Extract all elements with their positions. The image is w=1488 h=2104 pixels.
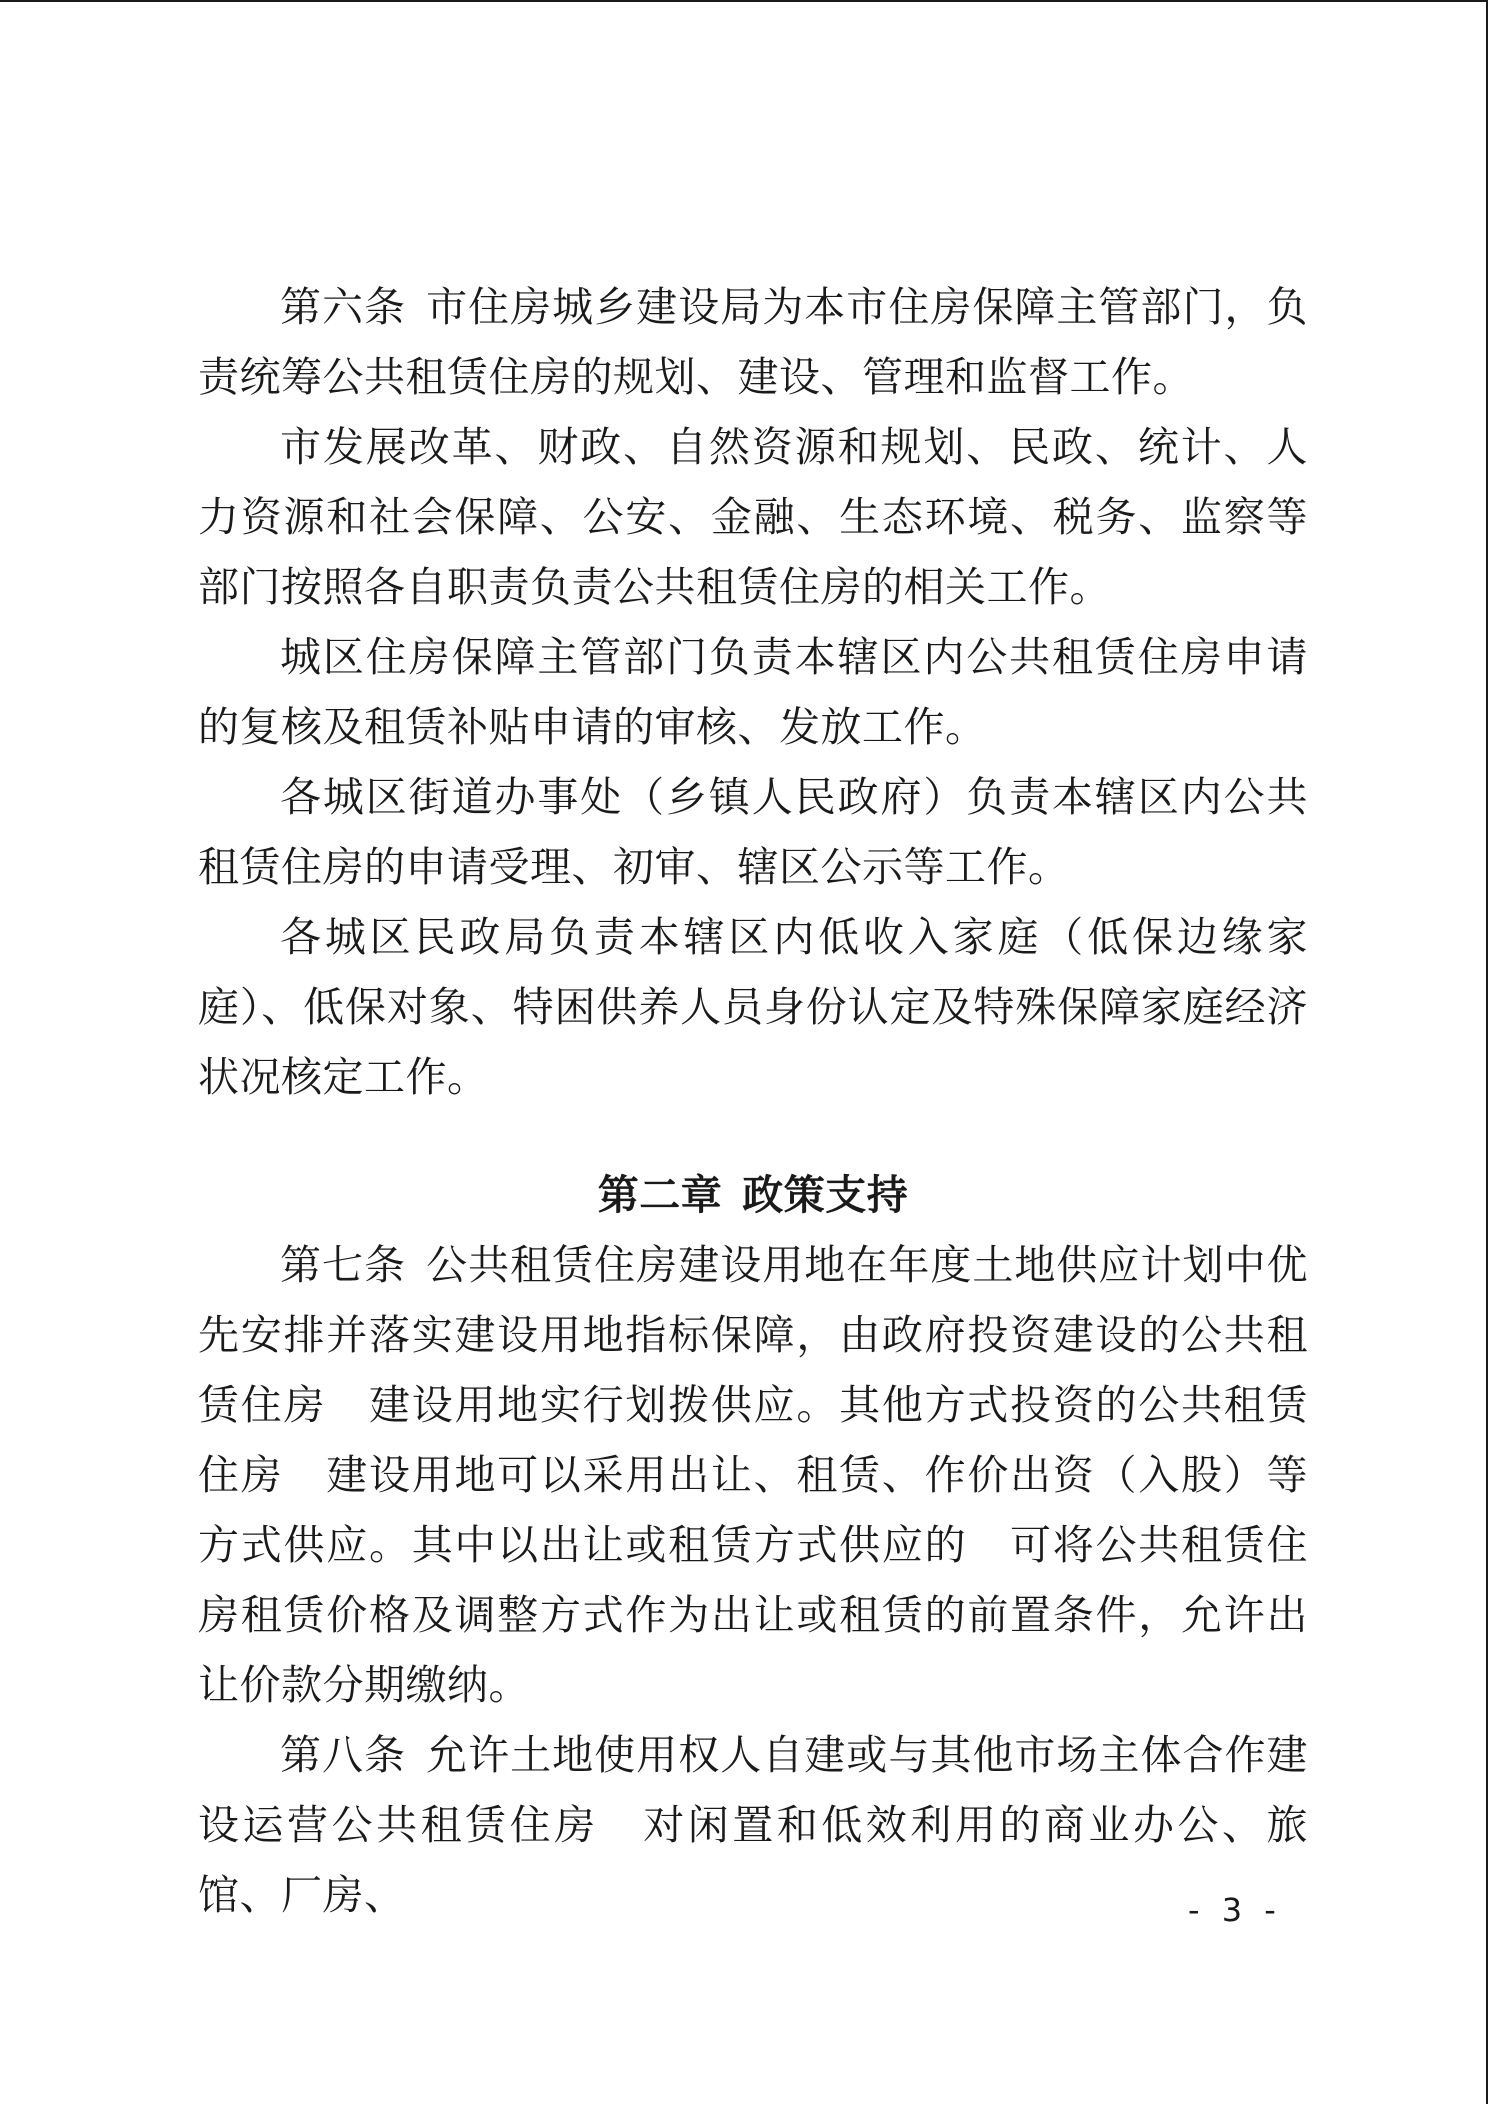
paragraph-text: 市住房城乡建设局为本市住房保障主管部门，负责统筹公共租赁住房的规划、建设、管理和监督工作。 — [198, 283, 1309, 401]
page-top-border — [0, 0, 1488, 2]
paragraph-text: 各城区民政局负责本辖区内低收入家庭（低保边缘家庭）、低保对象、特困供养人员身份认定及特殊保障家庭经济状况核定工作。 — [198, 913, 1308, 1101]
chapter-number: 第二章 — [597, 1171, 723, 1219]
page-number: - 3 - — [1188, 1891, 1282, 1929]
paragraph-text: 各城区街道办事处（乡镇人民政府）负责本辖区内公共租赁住房的申请受理、初审、辖区公示等工作。 — [198, 773, 1308, 891]
chapter-title: 政策支持 — [742, 1171, 909, 1219]
article-number: 第六条 — [280, 283, 407, 331]
paragraph-article-8 — [198, 1720, 1308, 1930]
paragraph-street-offices — [198, 762, 1308, 902]
paragraph-article-6 — [198, 272, 1308, 412]
paragraph-text: 城区住房保障主管部门负责本辖区内公共租赁住房申请的复核及租赁补贴申请的审核、发放工作。 — [198, 633, 1308, 751]
article-number: 第七条 — [280, 1241, 407, 1289]
paragraph-text: 市发展改革、财政、自然资源和规划、民政、统计、人力资源和社会保障、公安、金融、生态环境、税务、监察等部门按照各自职责负责公共租赁住房的相关工作。 — [198, 423, 1308, 611]
paragraph-departments — [198, 412, 1308, 622]
article-number: 第八条 — [280, 1731, 407, 1779]
document-body — [198, 272, 1308, 1930]
paragraph-district-housing — [198, 622, 1308, 762]
chapter-heading — [198, 1160, 1308, 1230]
paragraph-article-7 — [198, 1230, 1308, 1720]
paragraph-text: 公共租赁住房建设用地在年度土地供应计划中优先安排并落实建设用地指标保障，由政府投资建设的公共租赁住房 建设用地实行划拨供应。其他方式投资的公共租赁住房 建设用地可以采用出让、租赁、作价出资（入股）等方式供应。其中以出让或租赁方式供应的 可将公共租赁住房租赁价格及调整方式作为出让或租赁的前置条件，允许出让价款分期缴纳。 — [198, 1241, 1309, 1709]
paragraph-civil-affairs — [198, 902, 1308, 1112]
paragraph-text: 允许土地使用权人自建或与其他市场主体合作建设运营公共租赁住房 对闲置和低效利用的商业办公、旅馆、厂房、 — [198, 1731, 1309, 1919]
